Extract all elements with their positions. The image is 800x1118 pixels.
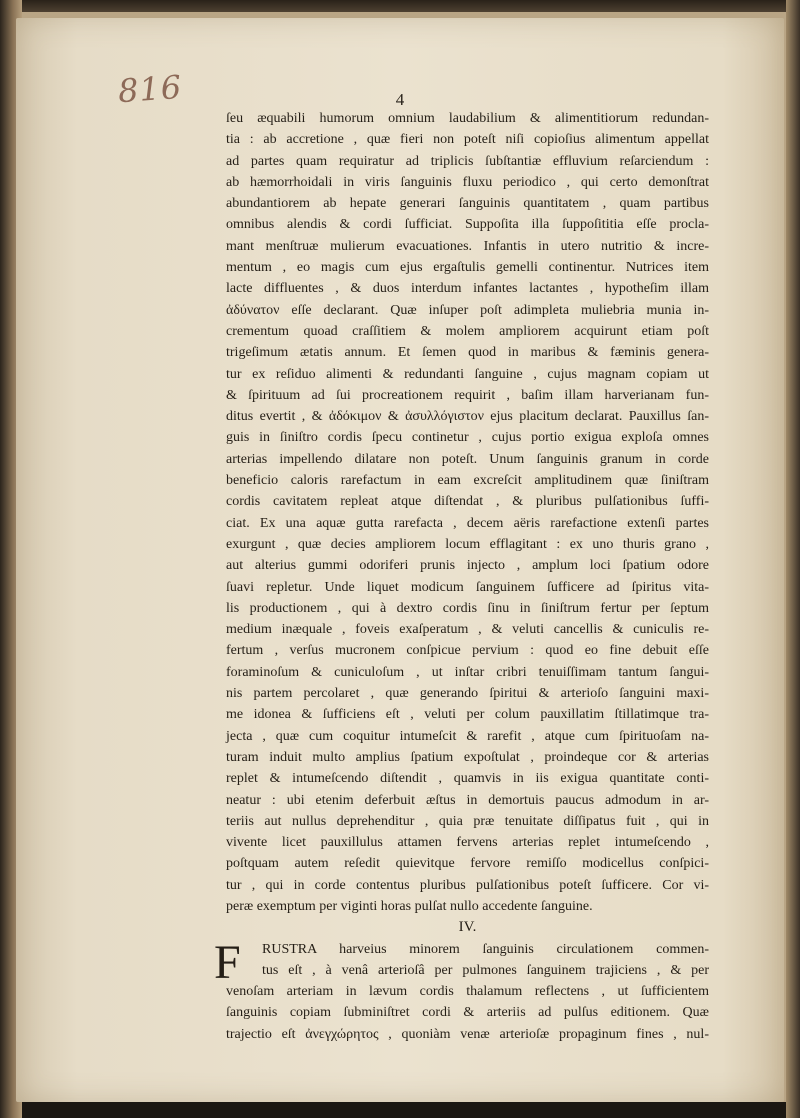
text-line: ἀδύνατον eſſe declarant. Quæ inſuper poſt adimpleta muliebria munia in- [226,302,709,318]
text-line: tus eſt , à venâ arterioſâ per pulmones ſanguinem trajiciens , & per [262,962,709,978]
text-line: lis productionem , qui à dextro cordis ſinu in ſiniſtrum fertur per ſeptum [226,600,709,616]
text-line: trigeſimum ætatis annum. Et ſemen quod in maribus & fæminis genera- [226,345,709,361]
text-line: aut alterius gummi odoriferi prunis injecto , amplum loci ſpatium odore [226,558,709,574]
text-line: nis partem percolaret , quæ generando ſpiritui & arterioſo ſanguini maxi- [226,686,709,702]
text-line: vivente licet pauxillulus attamen fervens arterias replet intumeſcendo , [226,835,709,851]
text-line: guis in ſiniſtro cordis ſpecu continetur , cujus portio exigua exploſa omnes [226,430,709,446]
paragraph-3-continued [226,108,709,917]
text-line: ciat. Ex una aquæ gutta rarefacta , decem aëris rarefactione extenſi partes [226,515,709,531]
text-line: tur , qui in corde contentus pluribus pulſationibus poteſt ſufficere. Cor vi- [226,877,709,893]
text-line: foraminoſum & cuniculoſum , ut inſtar cribri tenuiſſimam tantum ſangui- [226,664,709,680]
section-number: IV. [458,919,477,936]
text-line: neatur : ubi etenim deferbuit æſtus in demortuis paucus admodum in ar- [226,792,709,808]
text-line: beneficio caloris rarefactum in eam excreſcit amplitudinem quæ ſiniſtram [226,473,709,489]
text-line: venoſam arteriam in lævum cordis thalamum reflectens , ut ſufficientem [226,984,709,1000]
page-right-edge [786,0,800,1118]
text-line: abundantiorem ab hepate generari ſanguinis quantitatem , quam partibus [226,196,709,212]
page-number: 4 [395,90,405,109]
text-line: RUSTRA harveius minorem ſanguinis circulationem commen- [262,941,709,957]
text-line: crementum quoad craſſitiem & molem ampliorem acquirunt etiam poſt [226,323,709,339]
text-line: ditus evertit , & ἀδόκιμον & ἀσυλλόγιστον ejus placitum declarat. Pauxillus ſan- [226,409,709,425]
handwritten-catalog-number: 816 [116,67,184,111]
drop-cap-initial: F [214,935,241,989]
text-line: ſuavi repletur. Unde liquet modicum ſanguinem ſufficere ad ſpiritus vita- [226,579,709,595]
text-line: turam induit multo amplius ſpatium expoſtulat , proindeque cor & arterias [226,749,709,765]
text-line: lacte diffluentes , & duos interdum infantes lactantes , hypotheſim illam [226,281,709,297]
text-line: & ſpirituum ad ſui procreationem requirit , baſim illam harverianam fun- [226,387,709,403]
text-line: tia : ab accretione , quæ fieri non poteſt niſi copioſius alimentum appellat [226,132,709,148]
text-line: me idonea & ſufficiens eſt , veluti per colum pauxillatim ſtillatimque tra- [226,707,709,723]
paragraph-4-body [226,981,709,1045]
text-line: arterias impellendo dilatare non poteſt. Unum ſanguinis granum in corde [226,451,709,467]
text-line: exurgunt , quæ decies ampliorem locum efflagitant : ex uno thuris grano , [226,536,709,552]
text-line: mant menſtruæ mulierum evacuationes. Infantis in utero nutritio & incre- [226,238,709,254]
text-line: peræ exemptum per viginti horas pulſat nullo accedente ſanguine. [226,898,593,914]
text-line: ſeu æquabili humorum omnium laudabilium & alimentitiorum redundan- [226,111,709,126]
text-line: fertum , verſus mucronem conſpicue pervium : quod eo fine debuit eſſe [226,643,709,659]
text-line: cordis cavitatem repleat atque diſtendat , & pluribus pulſationibus ſuffi- [226,494,709,510]
paragraph-4-indented-lines [226,939,709,982]
text-line: ad partes quam requiratur ad triplicis ſubſtantiæ effluvium reſarciendum : [226,153,709,169]
text-line: mentum , eo magis cum ejus ergaſtulis gemelli continentur. Nutrices item [226,260,709,276]
text-line: ab hæmorrhoidali in viris ſanguinis fluxu periodico , qui certo demonſtrat [226,174,709,190]
text-line: medium inæquale , foveis exaſperatum , & veluti cancellis & cuniculis re- [226,622,709,638]
text-line: ſanguinis copiam ſubminiſtret cordi & arteriis ad pulſus editionem. Quæ [226,1005,709,1021]
text-line: teriis aut nullus deprehenditur , quia præ tenuitate diſſipatus fuit , qui in [226,813,709,829]
text-line: jecta , quæ cum coquitur intumeſcit & rarefit , atque cum ſpirituoſam na- [226,728,709,744]
text-line: omnibus alendis & cordi ſufficiat. Suppoſita illa ſuppoſititia eſſe procla- [226,217,709,233]
text-line: replet & intumeſcendo diſtendit , quamvis in iis exigua quantitate conti- [226,771,709,787]
text-line: tur ex reſiduo alimenti & redundanti ſanguine , cujus magnam copiam ut [226,366,709,382]
paragraph-4-opening [214,935,709,989]
text-line: trajectio eſt ἀνεγχώρητος , quoniàm venæ arterioſæ propaginum fines , nul- [226,1026,709,1042]
text-block [214,108,709,1045]
text-line: poſtquam autem reſedit quievitque fervore remiſſo modicellus conſpici- [226,856,709,872]
